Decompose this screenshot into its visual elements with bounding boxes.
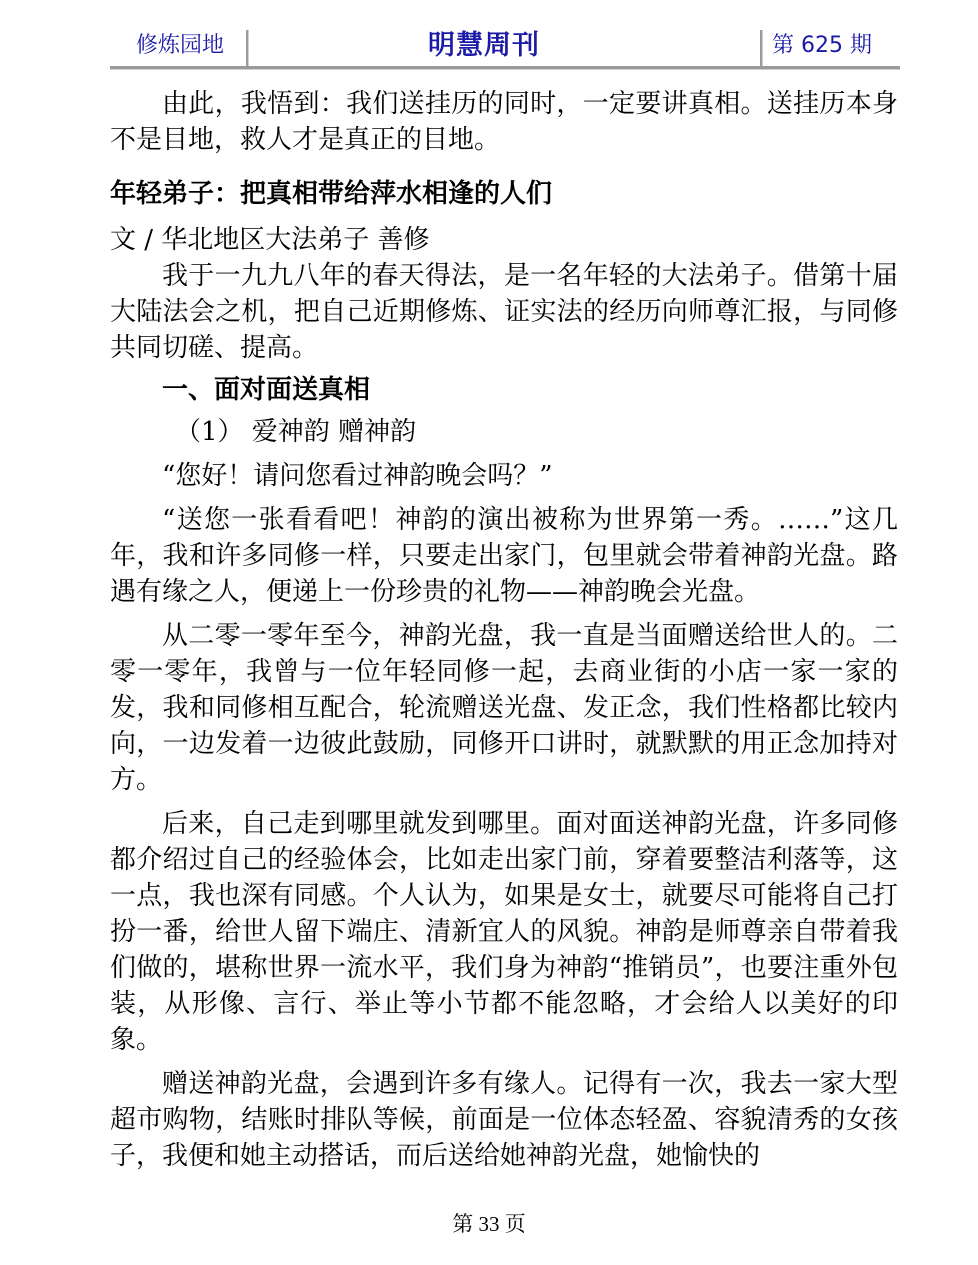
article-body [110,86,898,1174]
intro-paragraph: 由此，我悟到：我们送挂历的同时，一定要讲真相。送挂历本身不是目地，救人才是真正的目地。 [110,89,898,155]
header-divider [760,30,763,66]
paragraph: “送您一张看看吧！神韵的演出被称为世界第一秀。……”这几年，我和许多同修一样，只要走出家门，包里就会带着神韵光盘。路遇有缘之人，便递上一份珍贵的礼物——神韵晚会光盘。 [110,505,898,607]
page-header [110,26,900,68]
header-rule [110,66,900,70]
publication-title: 明慧周刊 [428,30,540,61]
section-heading: 一、面对面送真相 [162,375,371,405]
paragraph: 赠送神韵光盘，会遇到许多有缘人。记得有一次，我去一家大型超市购物，结账时排队等候，前面是一位体态轻盈、容貌清秀的女孩子，我便和她主动搭话，而后送给她神韵光盘，她愉快的 [110,1069,898,1171]
header-divider [246,30,249,66]
sub-heading: （1） 爱神韵 赠神韵 [175,417,417,447]
issue-number: 第 625 期 [772,33,872,58]
page-number: 第 33 页 [452,1212,526,1236]
article-title: 年轻弟子：把真相带给萍水相逢的人们 [110,179,553,209]
quote: “您好！请问您看过神韵晚会吗？” [162,461,553,491]
paragraph: 从二零一零年至今，神韵光盘，我一直是当面赠送给世人的。二零一零年，我曾与一位年轻同修一起，去商业街的小店一家一家的发，我和同修相互配合，轮流赠送光盘、发正念，我们性格都比较内向，一边发着一边彼此鼓励，同修开口讲时，就默默的用正念加持对方。 [110,621,898,795]
byline: 文 / 华北地区大法弟子 善修 [110,225,430,255]
section-name: 修炼园地 [136,33,225,58]
paragraph: 后来，自己走到哪里就发到哪里。面对面送神韵光盘，许多同修都介绍过自己的经验体会，比如走出家门前，穿着要整洁利落等，这一点，我也深有同感。个人认为，如果是女士，就要尽可能将自己打扮一番，给世人留下端庄、清新宜人的风貌。神韵是师尊亲自带着我们做的，堪称世界一流水平，我们身为神韵“推销员”，也要注重外包装，从形像、言行、举止等小节都不能忽略，才会给人以美好的印象。 [110,809,898,1055]
paragraph: 我于一九九八年的春天得法，是一名年轻的大法弟子。借第十届大陆法会之机，把自己近期修炼、证实法的经历向师尊汇报，与同修共同切磋、提高。 [110,261,898,363]
